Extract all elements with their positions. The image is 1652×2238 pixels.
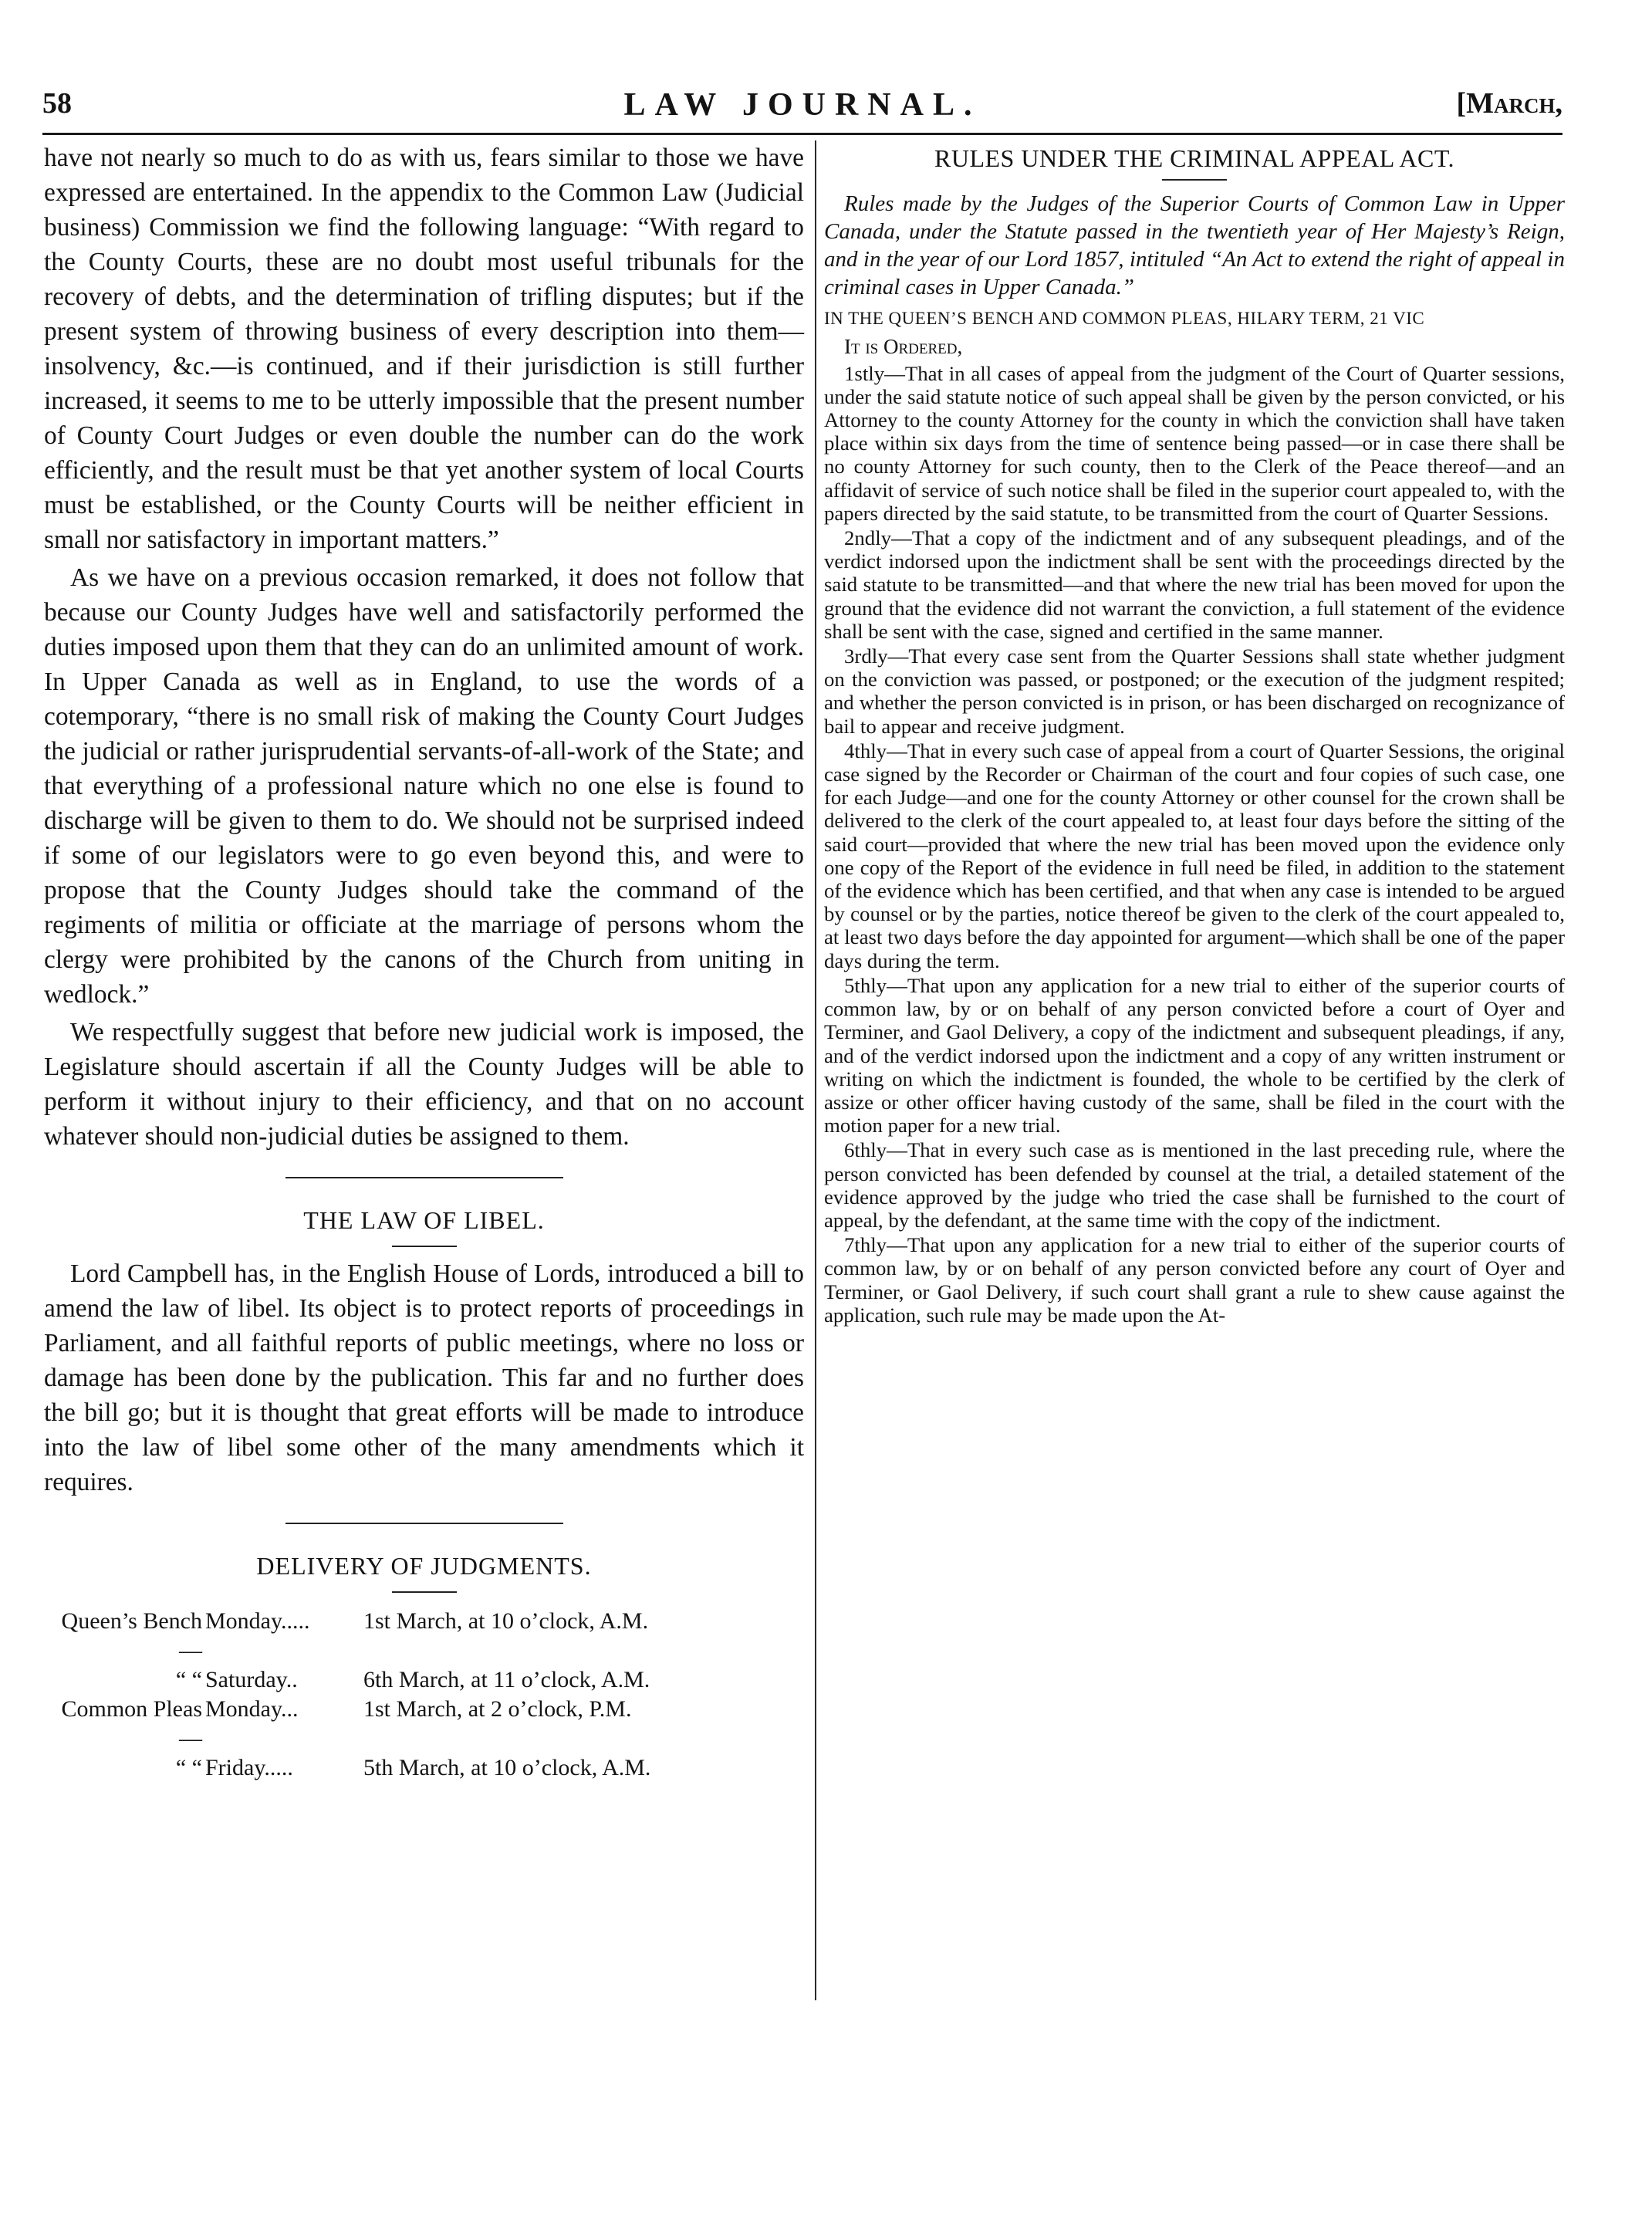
right-column: [824, 140, 1565, 1328]
libel-section-title: THE LAW OF LIBEL.: [303, 1206, 545, 1234]
schedule-date: 1st March, at 10 o’clock, A.M.: [363, 1608, 649, 1634]
schedule-court: Queen’s Bench—: [61, 1608, 202, 1663]
schedule-row: [44, 1665, 804, 1695]
rules-intro: Rules made by the Judges of the Superior Courts of Common Law in Upper Canada, under the Statute passed in the twentieth year of Her Majesty’s Reign, and in the year of our Lord 1857, intituled “An Act to extend the right of appeal in criminal cases in Upper Canada.”: [824, 191, 1565, 300]
rule-paragraph: 5thly—That upon any application for a new trial to either of the superior courts of common law, by or on behalf of any person convicted before a court of Oyer and Terminer, and Gaol Delivery, a copy of the indictment and subsequent pleadings, if any, and of the verdict indorsed upon the indictment and a copy of any written instrument or writing on which the indictment is founded, the whole to be certified by the clerk of assize or other officer having custody of the same, shall be filed in the court with the motion paper for a new trial.: [824, 973, 1565, 1138]
title-rule: [392, 1591, 457, 1593]
delivery-section-title: DELIVERY OF JUDGMENTS.: [256, 1552, 592, 1580]
rule-paragraph: 7thly—That upon any application for a new trial to either of the superior courts of common law, by or on behalf of any person convicted before any court of Oyer and Terminer, or Gaol Delivery, if such court shall grant a rule to shew cause against the application, such rule may be made upon the At-: [824, 1233, 1565, 1327]
page-number: 58: [42, 87, 72, 120]
schedule-date: 6th March, at 11 o’clock, A.M.: [363, 1667, 650, 1692]
column-divider: [815, 140, 816, 2000]
rule-paragraph: 6thly—That in every such case as is mentioned in the last preceding rule, where the person convicted has been defended by counsel at the trial, a detailed statement of the evidence approved by the judge who tried the case shall be furnished to the court of appeal, by the defendant, at the same time with the copy of the indictment.: [824, 1138, 1565, 1232]
rule-paragraph: 2ndly—That a copy of the indictment and of any subsequent pleadings, and of the verdict indorsed upon the indictment shall be sent with the proceedings directed by the said statute to be transmitted—and that where the new trial has been moved for upon the ground that the evidence did not warrant the conviction, a full statement of the evidence shall be sent with the case, signed and certified in the same manner.: [824, 526, 1565, 643]
rule-paragraph: 1stly—That in all cases of appeal from the judgment of the Court of Quarter sessions, under the said statute notice of such appeal shall be given by the person convicted, or his Attorney to the county Attorney for the county in which the conviction shall have taken place within six days from the time of sentence being passed—or in case there shall be no county Attorney for such county, then to the Clerk of the Peace thereof—and an affidavit of service of such notice shall be filed in the superior court appealed to, with the papers directed by the said statute, to be transmitted from the court of Quarter Sessions.: [824, 361, 1565, 525]
title-rule: [1162, 179, 1227, 181]
delivery-schedule: [44, 1607, 804, 1783]
title-rule: [392, 1246, 457, 1247]
section-rule: [285, 1523, 563, 1524]
body-paragraph: We respectfully suggest that before new judicial work is imposed, the Legislature should ascertain if all the County Judges will be able to perform it without injury to their efficiency, and that on no account whatever should non-judicial duties be assigned to them.: [44, 1018, 804, 1151]
header-rule: [42, 133, 1562, 135]
schedule-date: 5th March, at 10 o’clock, A.M.: [363, 1755, 651, 1780]
it-is-ordered: It is Ordered,: [844, 335, 963, 359]
schedule-row: [44, 1695, 804, 1753]
court-term-line: IN THE QUEEN’S BENCH AND COMMON PLEAS, HILARY TERM, 21 VIC: [824, 309, 1425, 329]
body-paragraph: As we have on a previous occasion remarked, it does not follow that because our County Judges have well and satisfactorily performed the duties imposed upon them that they can do an unlimited amount of work. In Upper Canada as well as in England, to use the words of a cotemporary, “there is no small risk of making the County Court Judges the judicial or rather jurisprudential servants-of-all-work of the State; and that everything of a professional nature which no one else is found to discharge will be given to them to do. We should not be surprised indeed if some of our legislators were to go even beyond this, and were to propose that the County Judges should take the command of the regiments of militia or officiate at the marriage of persons whom the clergy were prohibited by the canons of the Church from uniting in wedlock.”: [44, 563, 804, 1009]
rule-paragraph: 4thly—That in every such case of appeal from a court of Quarter Sessions, the original case signed by the Recorder or Chairman of the court and four copies of such case, one for each Judge—and one for the county Attorney or other counsel for the crown shall be delivered to the clerk of the court appealed to, at least four days before the sitting of the said court—provided that where the new trial has been moved upon the evidence only one copy of the Report of the evidence in full need be filed, in addition to the statement of the evidence which has been certified, and that when any case is intended to be argued by counsel or by the parties, notice thereof be given to the clerk of the court appealed to, at least two days before the day appointed for argument—which shall be one of the paper days during the term.: [824, 739, 1565, 972]
rules-heading: RULES UNDER THE CRIMINAL APPEAL ACT.: [934, 144, 1455, 172]
schedule-day: Monday.....: [205, 1608, 310, 1634]
schedule-court: Common Pleas—: [61, 1696, 202, 1751]
journal-title: LAW JOURNAL.: [623, 87, 981, 123]
schedule-row: [44, 1753, 804, 1783]
running-head-month: [March,: [1456, 87, 1562, 120]
schedule-day: Monday...: [205, 1696, 299, 1722]
left-column: [44, 140, 804, 1783]
schedule-court: “ “: [175, 1667, 202, 1692]
schedule-day: Friday.....: [205, 1755, 293, 1780]
schedule-date: 1st March, at 2 o’clock, P.M.: [363, 1696, 632, 1722]
schedule-court: “ “: [175, 1755, 202, 1780]
schedule-day: Saturday..: [205, 1667, 298, 1692]
page-header: [42, 86, 1562, 133]
body-paragraph: have not nearly so much to do as with us, fears similar to those we have expressed are entertained. In the appendix to the Common Law (Judicial business) Commission we find the following language: “With regard to the County Courts, these are no doubt most useful tribunals for the recovery of debts, and the determination of trifling disputes; but if the present system of throwing business of every description into them—insolvency, &c.—is continued, and if their jurisdiction is still further increased, it seems to me to be utterly impossible that the present number of County Court Judges or even double the number can do the work efficiently, and the result must be that yet another system of local Courts must be established, or the County Courts will be neither efficient in small nor satisfactory in important matters.”: [44, 144, 804, 554]
libel-paragraph: Lord Campbell has, in the English House of Lords, introduced a bill to amend the law of libel. Its object is to protect reports of proceedings in Parliament, and all faithful reports of public meetings, where no loss or damage has been done by the publication. This far and no further does the bill go; but it is thought that great efforts will be made to introduce into the law of libel some other of the many amendments which it requires.: [44, 1259, 804, 1496]
schedule-row: [44, 1607, 804, 1665]
section-rule: [285, 1177, 563, 1178]
rule-paragraph: 3rdly—That every case sent from the Quarter Sessions shall state whether judgment on the conviction was passed, or postponed; or the execution of the judgment respited; and whether the person convicted is in prison, or has been discharged on recognizance of bail to appear and receive judgment.: [824, 644, 1565, 738]
